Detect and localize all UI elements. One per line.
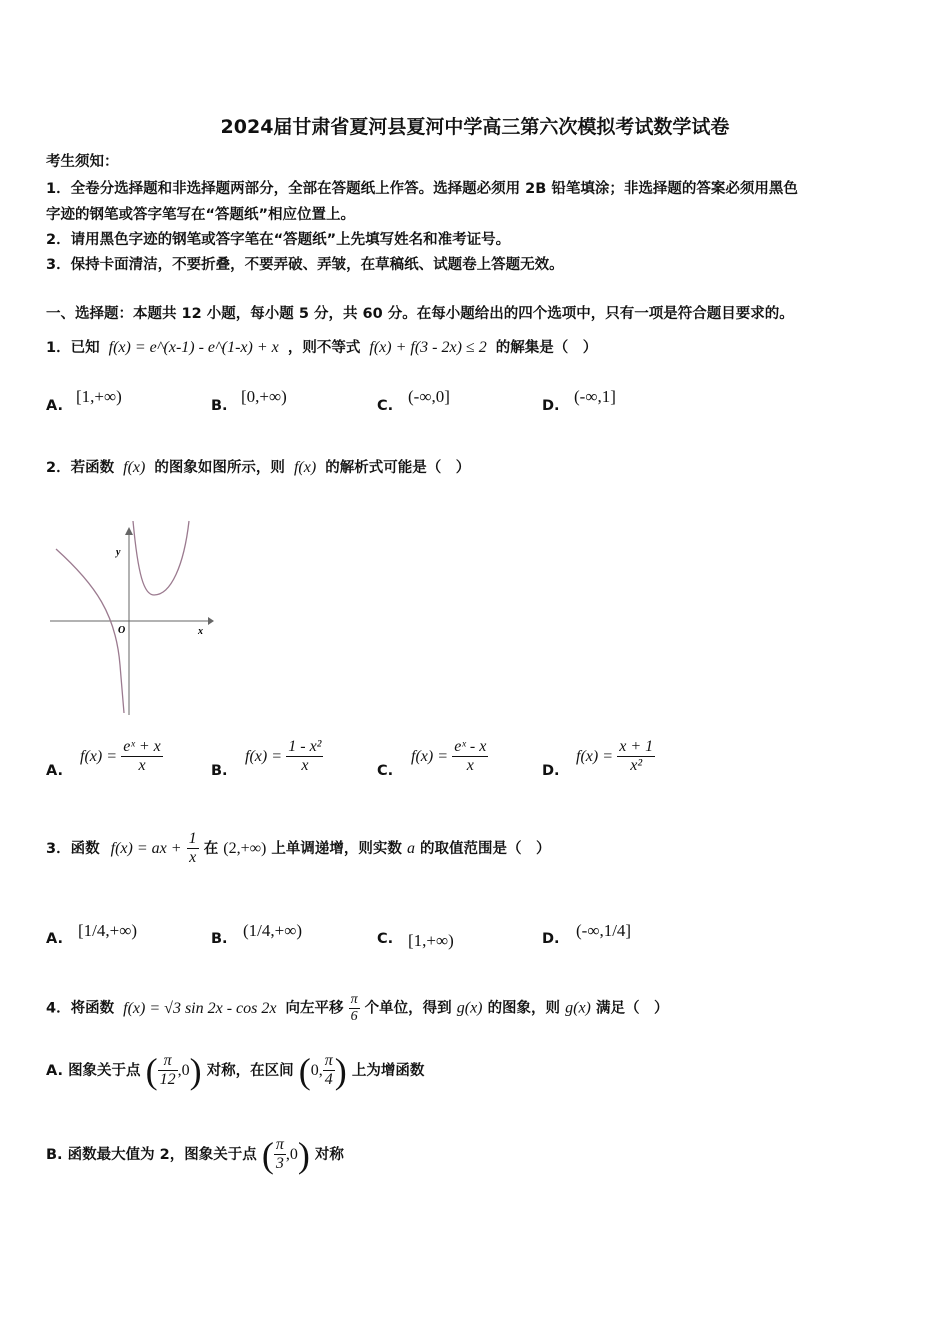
- q4-option-b-text2: 对称: [314, 1146, 344, 1163]
- question-2: [46, 456, 470, 477]
- graph-left-branch: [56, 549, 124, 713]
- q1-mid: ，则不等式: [287, 340, 361, 356]
- q4-option-a-text3: 上为增函数: [351, 1062, 425, 1079]
- section-heading: 一、选择题：本题共 12 小题，每小题 5 分，共 60 分。在每小题给出的四个选项中，只有一项是符合题目要求的。: [46, 306, 794, 322]
- q4-mid2: 个单位，得到: [364, 1000, 452, 1017]
- q1-option-a[interactable]: [1,+∞): [76, 387, 122, 406]
- q3-option-a-label[interactable]: A.: [46, 931, 63, 947]
- q4-prefix: 4．将函数: [46, 1000, 115, 1017]
- q2-function-graph: [46, 515, 216, 715]
- q4-b-point-den: 3: [275, 1155, 284, 1173]
- q2-option-b-label[interactable]: B.: [211, 763, 228, 779]
- q2-option-b[interactable]: [245, 738, 323, 776]
- q2-option-a-num: eˣ + x: [121, 738, 163, 757]
- q4-a-point-tail: ,0: [177, 1061, 190, 1079]
- q1-option-b-label[interactable]: B.: [211, 398, 228, 414]
- q2-option-a-label[interactable]: A.: [46, 763, 63, 779]
- graph-right-branch: [133, 521, 189, 595]
- q4-mid1: 向左平移: [285, 1000, 344, 1017]
- q2-option-c[interactable]: [411, 738, 488, 776]
- notice-heading: 考生须知：: [46, 154, 119, 170]
- q2-option-a-lhs: f(x) =: [80, 747, 117, 765]
- q3-option-c[interactable]: [1,+∞): [408, 931, 454, 950]
- q2-option-c-lhs: f(x) =: [411, 747, 448, 765]
- q1-inequality: f(x) + f(3 - 2x) ≤ 2: [369, 339, 487, 356]
- q2-fx-2: f(x): [293, 459, 317, 476]
- q4-option-a-text1: 图象关于点: [68, 1062, 141, 1079]
- q4-option-b-label: B.: [46, 1146, 63, 1163]
- q3-mid1: 在: [203, 840, 219, 857]
- q3-option-c-label[interactable]: C.: [377, 931, 394, 947]
- question-3: [46, 830, 551, 868]
- page-title: 2024届甘肃省夏河县夏河中学高三第六次模拟考试数学试卷: [220, 116, 730, 138]
- q4-shift-num: π: [349, 992, 360, 1009]
- q2-option-d-label[interactable]: D.: [542, 763, 560, 779]
- q3-interval: (2,+∞): [223, 839, 267, 857]
- q2-option-c-num: eˣ - x: [452, 738, 488, 757]
- q3-prefix: 3．函数: [46, 840, 100, 857]
- q1-option-c[interactable]: (-∞,0]: [408, 387, 450, 406]
- q4-option-b[interactable]: B. 函数最大值为 2，图象关于点 ( $\frac{\pi}{3}$ ,0) 对称: [46, 1134, 344, 1175]
- q4-option-b-text1: 函数最大值为 2，图象关于点: [67, 1146, 257, 1163]
- q1-prefix: 1．已知: [46, 340, 100, 356]
- q3-func-num: 1: [187, 830, 199, 849]
- q2-option-a[interactable]: [80, 738, 163, 776]
- q2-option-d-num: x + 1: [617, 738, 655, 757]
- q4-suffix: 满足（ ）: [595, 1000, 669, 1017]
- q3-option-b-label[interactable]: B.: [211, 931, 228, 947]
- q2-option-c-den: x: [466, 757, 474, 775]
- q4-option-a-label: A.: [46, 1062, 63, 1079]
- q3-function: f(x) = ax +: [110, 839, 182, 857]
- q4-shift-den: 6: [350, 1009, 358, 1025]
- q4-a-point-den: 12: [159, 1071, 176, 1089]
- q4-a-int-num: π: [323, 1052, 335, 1071]
- q4-gx-1: g(x): [456, 999, 483, 1017]
- y-axis-label: y: [116, 547, 121, 558]
- q4-mid3: 的图象，则: [487, 1000, 561, 1017]
- q4-option-a[interactable]: A. 图象关于点 ( $\frac{\pi}{12}$ ,0) 对称，在区间 (0, $\frac{\pi}{4}$ ) 上为增函数: [46, 1050, 425, 1091]
- x-axis-label: x: [198, 626, 203, 637]
- q4-gx-2: g(x): [565, 999, 591, 1017]
- q3-var: a: [406, 839, 415, 857]
- q3-option-d-label[interactable]: D.: [542, 931, 560, 947]
- q2-option-d[interactable]: [576, 738, 655, 776]
- q1-option-d[interactable]: (-∞,1]: [574, 387, 616, 406]
- q2-option-b-lhs: f(x) =: [245, 747, 282, 765]
- q2-option-c-label[interactable]: C.: [377, 763, 394, 779]
- q4-option-a-text2: 对称，在区间: [206, 1062, 294, 1079]
- q2-fx-1: f(x): [123, 459, 146, 476]
- q2-suffix: 的解析式可能是（ ）: [325, 460, 471, 476]
- notice-item-1b: 字迹的钢笔或答字笔写在“答题纸”相应位置上。: [46, 207, 356, 223]
- question-4: [46, 992, 668, 1025]
- q1-option-a-label[interactable]: A.: [46, 398, 63, 414]
- q3-suffix: 的取值范围是（ ）: [420, 840, 551, 857]
- q4-b-point-num: π: [274, 1136, 286, 1155]
- q2-option-b-num: 1 - x²: [286, 738, 323, 757]
- notice-item-3: 3．保持卡面清洁，不要折叠，不要弄破、弄皱，在草稿纸、试题卷上答题无效。: [46, 257, 564, 273]
- q4-a-int-head: 0,: [310, 1061, 323, 1079]
- q2-option-d-den: x²: [630, 757, 643, 775]
- q1-option-d-label[interactable]: D.: [542, 398, 560, 414]
- q1-function: f(x) = e^(x-1) - e^(1-x) + x: [108, 339, 279, 356]
- x-axis-arrow: [208, 617, 214, 625]
- q2-option-a-den: x: [138, 757, 146, 775]
- q4-a-point-num: π: [158, 1052, 178, 1071]
- q3-option-d[interactable]: (-∞,1/4]: [576, 921, 632, 940]
- q1-option-c-label[interactable]: C.: [377, 398, 394, 414]
- notice-item-2: 2．请用黑色字迹的钢笔或答字笔在“答题纸”上先填写姓名和准考证号。: [46, 232, 511, 248]
- q1-option-b[interactable]: [0,+∞): [241, 387, 287, 406]
- question-1: [46, 336, 597, 357]
- q2-option-d-lhs: f(x) =: [576, 747, 613, 765]
- q4-b-point-tail: ,0: [285, 1145, 298, 1163]
- q3-option-b[interactable]: (1/4,+∞): [243, 921, 303, 940]
- notice-item-1a: 1．全卷分选择题和非选择题两部分，全部在答题纸上作答。选择题必须用 2B 铅笔填涂；非选择题的答案必须用黑色: [46, 181, 798, 197]
- q2-prefix: 2．若函数: [46, 460, 115, 476]
- y-axis-arrow: [125, 527, 133, 535]
- q4-function: f(x) = √3 sin 2x - cos 2x: [123, 999, 277, 1017]
- q4-a-int-den: 4: [324, 1071, 333, 1089]
- q1-suffix: 的解集是（ ）: [495, 340, 598, 356]
- origin-label: O: [118, 625, 126, 636]
- q2-mid: 的图象如图所示，则: [154, 460, 285, 476]
- q2-option-b-den: x: [301, 757, 309, 775]
- q3-mid2: 上单调递增，则实数: [271, 840, 402, 857]
- q3-option-a[interactable]: [1/4,+∞): [78, 921, 138, 940]
- q3-func-den: x: [189, 849, 197, 867]
